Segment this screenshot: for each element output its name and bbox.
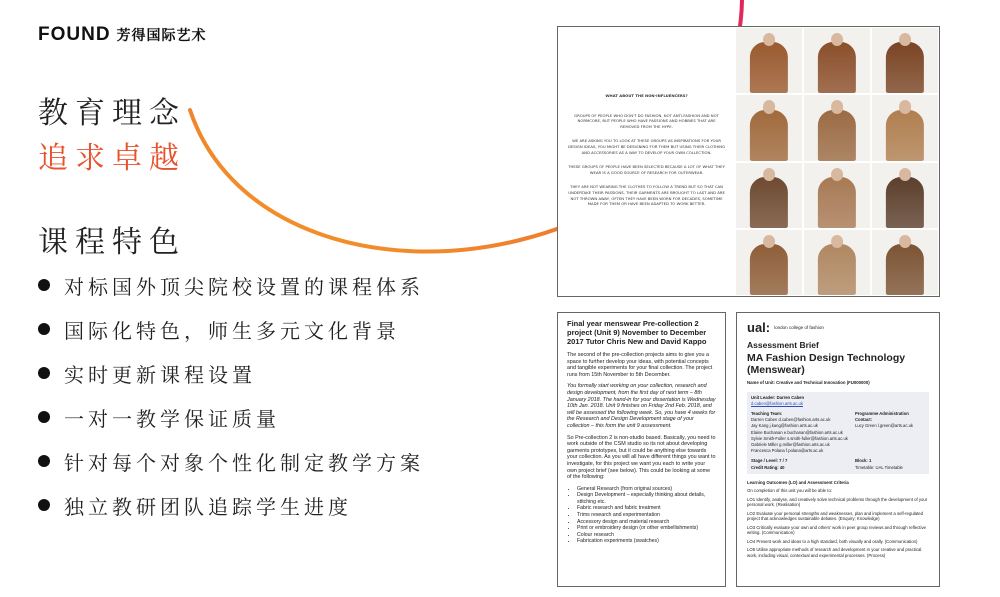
logo-wordmark: FOUND (38, 24, 111, 45)
feature-item: 独立教研团队追踪学生进度 (38, 483, 424, 527)
person-head-shape (899, 235, 911, 248)
fur-coat-photo (872, 95, 938, 160)
fur-coat-shape (818, 177, 856, 228)
assessment-brief-title: Assessment Brief (747, 340, 819, 350)
fur-coat-photo (804, 163, 870, 228)
fur-coat-photo (736, 163, 802, 228)
fur-coat-photo (736, 95, 802, 160)
list-item: • Print or embroidery design (or other embellishments) (577, 525, 716, 532)
fur-coat-photo (804, 28, 870, 93)
team-member: Jay Kang j.kang@fashion.arts.ac.uk (751, 423, 818, 429)
feature-item: 一对一教学保证质量 (38, 395, 424, 439)
timetable: Timetable: UAL Timetable (855, 464, 903, 470)
fur-coat-shape (750, 110, 788, 161)
person-head-shape (831, 100, 843, 113)
feature-item: 实时更新课程设置 (38, 351, 424, 395)
lo-intro: On completion of this unit you will be able to: (747, 488, 833, 494)
heading-course-features: 课程特色 (38, 225, 186, 260)
person-head-shape (831, 168, 843, 181)
person-head-shape (831, 235, 843, 248)
fur-coat-photo (736, 230, 802, 295)
teaching-team-label: Teaching Team: (751, 410, 783, 416)
feature-item: 对标国外顶尖院校设置的课程体系 (38, 263, 424, 307)
ual-subtitle: london college of fashion (774, 325, 824, 330)
fur-coat-shape (886, 244, 924, 295)
fur-coat-photo (804, 95, 870, 160)
logo-chinese: 芳得国际艺术 (116, 28, 207, 44)
doc-top-paragraph: GROUPS OF PEOPLE WHO DON'T DO FASHION, NOT ANTI-FASHION AND NOT NORMCORE, BUT PEOPLE WHO HAVE PASSIONS AND HOBBIES THAT ARE REMOVED FROM THE HYPE. (574, 112, 719, 129)
bullet-dot-icon (38, 455, 50, 467)
person-head-shape (763, 235, 775, 248)
learning-outcome: LO2 Evaluate your personal strengths and weaknesses, plan and implement a self-regulated project that acknowledges sustainable debates. (Enquiry; Knowledge) (747, 510, 924, 522)
person-head-shape (899, 100, 911, 113)
list-item: • Accessory design and material research (577, 519, 716, 526)
fur-coat-shape (818, 244, 856, 295)
doc-non-influencers (557, 26, 940, 297)
learning-outcome: LO5 Utilise appropriate methods of research and development in your creative and practical work, including visual, contextual and experimental processes. (Process) (747, 547, 922, 558)
team-member: Gabriele Miller g.miller@fashion.arts.ac.uk (751, 441, 830, 447)
bullet-dot-icon (38, 411, 50, 423)
fur-coat-photo (872, 163, 938, 228)
lo-title: Learning Outcomes (LO) and Assessment Criteria (747, 479, 849, 485)
list-item: • General Research (from original sources) (577, 486, 716, 493)
fur-coat-shape (886, 42, 924, 93)
bullet-dot-icon (38, 323, 50, 335)
person-head-shape (831, 33, 843, 46)
doc-top-text (558, 27, 735, 296)
learning-outcome: LO1 Identify, analyse, and creatively solve technical problems through the development of your personal work. (Realisation) (747, 496, 928, 508)
fur-coat-shape (818, 110, 856, 161)
bullet-dot-icon (38, 279, 50, 291)
fur-coat-shape (886, 177, 924, 228)
list-item: • Trims research and experimentation (577, 512, 716, 519)
person-head-shape (899, 33, 911, 46)
doc-left-title: Final year menswear Pre-collection 2 project (Unit 9) November to December 2017 Tutor Chris New and David Kappo (567, 319, 707, 346)
fur-coat-shape (750, 244, 788, 295)
unit-leader-label: Unit Leader: Darren Caben (751, 394, 805, 400)
staff-row (751, 411, 925, 454)
doc-top-paragraph: THEY ARE NOT WEARING THE CLOTHES TO FOLLOW A TREND BUT SO THAT CAN UNDERTAKE THEIR PASSIONS. THEIR GARMENTS ARE BROUGHT TO LAST AND ARE NOT THROWN AWAY, OFTEN THEY HAVE BEEN WORN FOR DECADES, SOMETIME MADE FOR THEM OR HAVE BEEN ADAPTED TO WORK BETTER. (568, 184, 725, 207)
unit-name: Name of Unit: Creative and Technical Innovation (FU000000) (747, 380, 870, 385)
feature-list (38, 263, 424, 527)
doc-left-list (567, 486, 716, 545)
feature-item: 针对每个对象个性化制定教学方案 (38, 439, 424, 483)
ual-mark: ual: (747, 320, 771, 335)
team-member: Sylvie Smith-Fuller s.smith-fuller@fashion.arts.ac.uk (751, 435, 848, 441)
fur-coat-photo (804, 230, 870, 295)
list-item: • Fabrication experiments (swatches) (577, 538, 716, 545)
team-member: Darren Caben d.caben@fashion.arts.ac.uk (751, 417, 831, 423)
doc-top-question: WHAT ABOUT THE NON-INFLUENCERS? (605, 93, 688, 98)
doc-left-paragraph: You formally start working on your collection, research and design development, from the first day of next term – 8th January 2018. The hand-in for your dissertation is Wednesday 10th Jan. 2018. Unit 9 finishes on Friday 2nd Feb. 2018, and will be assessed the following week. So, you have 4 weeks for the Research and Design Development stage of your collection – this form the unit 9 assessment. (567, 383, 716, 429)
fur-coat-photo (736, 28, 802, 93)
doc-pre-collection-brief (557, 312, 726, 587)
person-head-shape (899, 168, 911, 181)
list-item: • Design Development – especially thinking about details, stitching etc. (577, 492, 716, 505)
fur-coat-photo (872, 230, 938, 295)
admin-contact (855, 411, 925, 454)
admin-label: Programme Administration Contact: (855, 410, 909, 423)
team-member: Elaine Buchanan e.buchanan@fashion.arts.ac.uk (751, 429, 843, 435)
credit-rating: Credit Rating: 40 (751, 464, 785, 470)
doc-left-paragraph: So Pre-collection 2 is non-studio based. Basically, you need to work outside of the CSM studio so its not about developing garments prototypes, but it could be anything else towards your collection. As you will all have different things you want to investigate, for this project we want you each to write your own project brief (see below). This could be looking at some of the following: (567, 434, 716, 481)
doc-top-paragraph: THESE GROUPS OF PEOPLE HAVE BEEN SELECTED BECAUSE A LOT OF WHAT THEY WEAR IS A GOOD SOURCE OF RESEARCH FOR OUTERWEAR. (568, 164, 725, 175)
person-head-shape (763, 168, 775, 181)
fur-coat-photo-grid (735, 27, 939, 296)
admin-value: Lucy Green l.green@arts.ac.uk (855, 423, 914, 429)
fur-coat-shape (818, 42, 856, 93)
list-item: • Colour research (577, 532, 716, 539)
doc-left-paragraph: The second of the pre-collection projects aims to give you a space to further develop your ideas, with potential concepts and tangible experiments for your final collection. The project runs from 15th November to 5th December. (567, 352, 713, 378)
fur-coat-photo (872, 28, 938, 93)
learning-outcome: LO3 Critically evaluate your own and others' work in peer group reviews and through reflective writing. (Communication) (747, 524, 926, 536)
heading-pursue-excellence: 追求卓越 (38, 141, 186, 176)
block: Block: 1 (855, 458, 872, 464)
learning-outcome: LO4 Present work and ideas to a high standard, both visually and orally. (Communication) (747, 538, 918, 544)
bullet-dot-icon (38, 499, 50, 511)
list-item: • Fabric research and fabric treatment (577, 505, 716, 512)
fur-coat-shape (750, 42, 788, 93)
ual-logo (747, 320, 929, 335)
course-title: MA Fashion Design Technology (Menswear) (747, 352, 906, 376)
brand-logo (38, 24, 207, 46)
teaching-team (751, 411, 848, 454)
stage-level: Stage / Level: 7 / 7 (751, 458, 788, 464)
feature-item: 国际化特色，师生多元文化背景 (38, 307, 424, 351)
person-head-shape (763, 100, 775, 113)
team-member: Francesca Polana f.polana@arts.ac.uk (751, 448, 824, 454)
bullet-dot-icon (38, 367, 50, 379)
fur-coat-shape (886, 110, 924, 161)
person-head-shape (763, 33, 775, 46)
fur-coat-shape (750, 177, 788, 228)
credit-row (751, 465, 925, 471)
doc-assessment-brief (736, 312, 940, 587)
staff-table (747, 392, 929, 474)
doc-top-paragraph: WE ARE ASKING YOU TO LOOK AT THESE GROUPS AS INSPIRATIONS FOR YOUR DESIGN IDEAS, YOU MIGHT BE DESIGNING FOR THEM BUT USING THEIR CLOTHING AND ACCESSORIES AS A WAY TO DEVELOP YOUR OWN COLLECTION. (568, 138, 726, 155)
heading-education-philosophy: 教育理念 (38, 96, 186, 131)
unit-leader-email: d.caben@fashion.arts.ac.uk (751, 400, 803, 406)
